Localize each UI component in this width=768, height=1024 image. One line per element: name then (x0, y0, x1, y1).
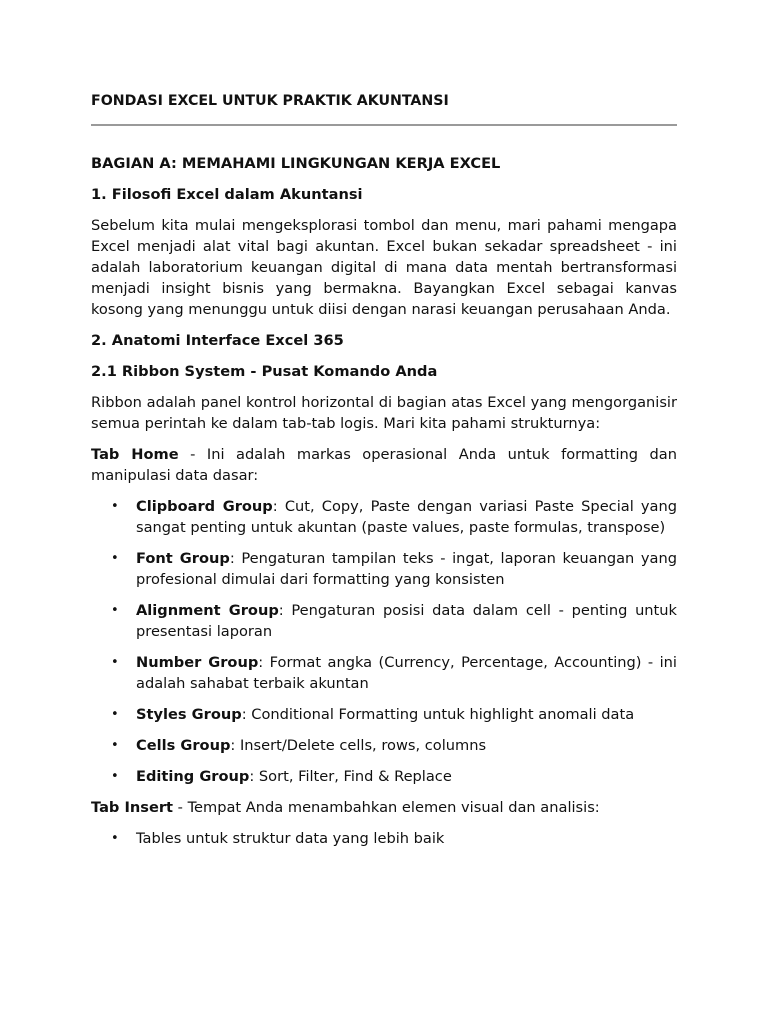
tab-insert-list (91, 828, 677, 849)
list-item-clipboard-group (91, 496, 677, 538)
list-item-description: : Format angka (Currency, Percentage, Accounting) - ini adalah sahabat terbaik akuntan (136, 654, 677, 692)
tab-home-intro (91, 444, 677, 486)
list-item-cells-group (91, 735, 677, 756)
list-item-description: : Insert/Delete cells, rows, columns (230, 737, 487, 754)
list-item-alignment-group (91, 600, 677, 642)
list-item-number-group (91, 652, 677, 694)
bullet-icon: • (111, 603, 119, 618)
section-2-1-paragraph: Ribbon adalah panel kontrol horizontal di bagian atas Excel yang mengorganisir semua perintah ke dalam tab-tab logis. Mari kita pahami strukturnya: (91, 394, 677, 432)
list-item-term: Styles Group (136, 706, 242, 723)
list-item-description: Tables untuk struktur data yang lebih baik (136, 830, 445, 847)
list-item-description: : Conditional Formatting untuk highlight anomali data (241, 706, 635, 723)
bullet-icon: • (111, 769, 119, 784)
list-item-term: Number Group (136, 654, 259, 671)
tab-insert-text: - Tempat Anda menambahkan elemen visual dan analisis: (173, 799, 600, 816)
list-item-description: : Pengaturan tampilan teks - ingat, laporan keuangan yang profesional dimulai dari formatting yang konsisten (136, 550, 677, 588)
list-item-term: Alignment Group (136, 602, 279, 619)
section-a-heading: BAGIAN A: MEMAHAMI LINGKUNGAN KERJA EXCEL (91, 155, 501, 172)
list-item-description: : Cut, Copy, Paste dengan variasi Paste Special yang sangat penting untuk akuntan (paste values, paste formulas, transpose) (136, 498, 677, 536)
bullet-icon: • (111, 707, 119, 722)
list-item-term: Font Group (136, 550, 230, 567)
list-item-description: : Sort, Filter, Find & Replace (249, 768, 452, 785)
tab-insert-label: Tab Insert (91, 799, 174, 816)
bullet-icon: • (111, 831, 119, 846)
list-item-tables (91, 828, 677, 849)
tab-insert-intro (91, 797, 677, 818)
list-item-term: Clipboard Group (136, 498, 273, 515)
tab-home-group-list (91, 496, 677, 787)
section-2-1-heading: 2.1 Ribbon System - Pusat Komando Anda (91, 363, 438, 380)
document-title: FONDASI EXCEL UNTUK PRAKTIK AKUNTANSI (91, 93, 449, 109)
list-item-font-group (91, 548, 677, 590)
list-item-styles-group (91, 704, 677, 725)
list-item-description: : Pengaturan posisi data dalam cell - penting untuk presentasi laporan (136, 602, 677, 640)
tab-home-label: Tab Home (91, 446, 179, 463)
section-1-heading: 1. Filosofi Excel dalam Akuntansi (91, 186, 363, 203)
section-2-heading: 2. Anatomi Interface Excel 365 (91, 332, 344, 349)
document-body (91, 153, 677, 859)
tab-home-text: - Ini adalah markas operasional Anda untuk formatting dan manipulasi data dasar: (91, 446, 677, 484)
title-divider (91, 124, 677, 126)
bullet-icon: • (111, 738, 119, 753)
bullet-icon: • (111, 551, 119, 566)
bullet-icon: • (111, 499, 119, 514)
list-item-term: Cells Group (136, 737, 231, 754)
section-1-paragraph: Sebelum kita mulai mengeksplorasi tombol dan menu, mari pahami mengapa Excel menjadi alat vital bagi akuntan. Excel bukan sekadar spreadsheet - ini adalah laboratorium keuangan digital di mana data mentah bertransformasi menjadi insight bisnis yang bermakna. Bayangkan Excel sebagai kanvas kosong yang menunggu untuk diisi dengan narasi keuangan perusahaan Anda. (91, 217, 677, 318)
list-item-editing-group (91, 766, 677, 787)
list-item-term: Editing Group (136, 768, 250, 785)
bullet-icon: • (111, 655, 119, 670)
